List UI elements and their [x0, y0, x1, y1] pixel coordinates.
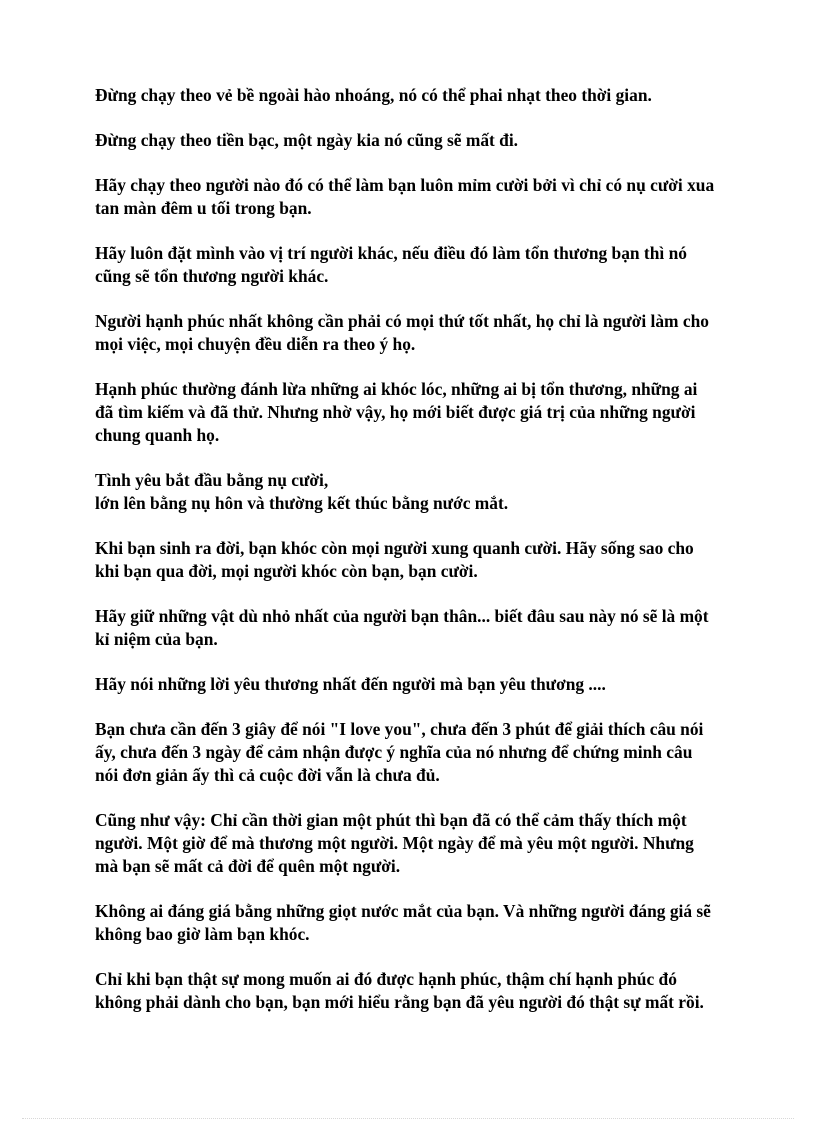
paragraph [95, 174, 765, 220]
text-line: mà bạn sẽ mất cả đời để quên một người. [95, 856, 401, 876]
text-line: Tình yêu bắt đầu bằng nụ cười, [95, 470, 329, 490]
text-line: đã tìm kiếm và đã thử. Nhưng nhờ vậy, họ mới biết được giá trị của những người [95, 402, 696, 422]
text-line: không phải dành cho bạn, bạn mới hiểu rằng bạn đã yêu người đó thật sự mất rồi. [95, 992, 704, 1012]
paragraph [95, 718, 765, 787]
paragraph [95, 310, 765, 356]
paragraph [95, 378, 765, 447]
paragraph [95, 84, 765, 107]
text-line: Đừng chạy theo vẻ bề ngoài hào nhoáng, nó có thể phai nhạt theo thời gian. [95, 85, 652, 105]
text-line: Đừng chạy theo tiền bạc, một ngày kia nó cũng sẽ mất đi. [95, 130, 519, 150]
text-line: khi bạn qua đời, mọi người khóc còn bạn, bạn cười. [95, 561, 478, 581]
document-body [95, 84, 765, 1036]
text-line: nói đơn giản ấy thì cả cuộc đời vẫn là chưa đủ. [95, 765, 440, 785]
text-line: Hãy luôn đặt mình vào vị trí người khác, nếu điều đó làm tổn thương bạn thì nó [95, 243, 687, 263]
paragraph [95, 968, 765, 1014]
text-line: Hạnh phúc thường đánh lừa những ai khóc lóc, những ai bị tổn thương, những ai [95, 379, 698, 399]
text-line: kỉ niệm của bạn. [95, 629, 218, 649]
paragraph [95, 605, 765, 651]
text-line: cũng sẽ tổn thương người khác. [95, 266, 329, 286]
text-line: tan màn đêm u tối trong bạn. [95, 198, 312, 218]
text-line: Chỉ khi bạn thật sự mong muốn ai đó được hạnh phúc, thậm chí hạnh phúc đó [95, 969, 677, 989]
text-line: Hãy giữ những vật dù nhỏ nhất của người bạn thân... biết đâu sau này nó sẽ là một [95, 606, 709, 626]
paragraph [95, 129, 765, 152]
paragraph [95, 673, 765, 696]
text-line: mọi việc, mọi chuyện đều diễn ra theo ý họ. [95, 334, 416, 354]
text-line: lớn lên bằng nụ hôn và thường kết thúc bằng nước mắt. [95, 493, 509, 513]
paragraph [95, 809, 765, 878]
page-bottom-divider [22, 1118, 794, 1119]
text-line: chung quanh họ. [95, 425, 220, 445]
paragraph [95, 537, 765, 583]
text-line: ấy, chưa đến 3 ngày để cảm nhận được ý nghĩa của nó nhưng để chứng minh câu [95, 742, 693, 762]
text-line: Hãy nói những lời yêu thương nhất đến người mà bạn yêu thương .... [95, 674, 606, 694]
text-line: Người hạnh phúc nhất không cần phải có mọi thứ tốt nhất, họ chỉ là người làm cho [95, 311, 709, 331]
text-line: Bạn chưa cần đến 3 giây để nói "I love you", chưa đến 3 phút để giải thích câu nói [95, 719, 704, 739]
text-line: Hãy chạy theo người nào đó có thể làm bạn luôn mỉm cười bởi vì chỉ có nụ cười xua [95, 175, 715, 195]
paragraph [95, 242, 765, 288]
text-line: người. Một giờ để mà thương một người. Một ngày để mà yêu một người. Nhưng [95, 833, 694, 853]
text-line: Cũng như vậy: Chỉ cần thời gian một phút thì bạn đã có thể cảm thấy thích một [95, 810, 687, 830]
paragraph [95, 469, 765, 515]
paragraph [95, 900, 765, 946]
text-line: không bao giờ làm bạn khóc. [95, 924, 310, 944]
text-line: Khi bạn sinh ra đời, bạn khóc còn mọi người xung quanh cười. Hãy sống sao cho [95, 538, 694, 558]
text-line: Không ai đáng giá bằng những giọt nước mắt của bạn. Và những người đáng giá sẽ [95, 901, 711, 921]
